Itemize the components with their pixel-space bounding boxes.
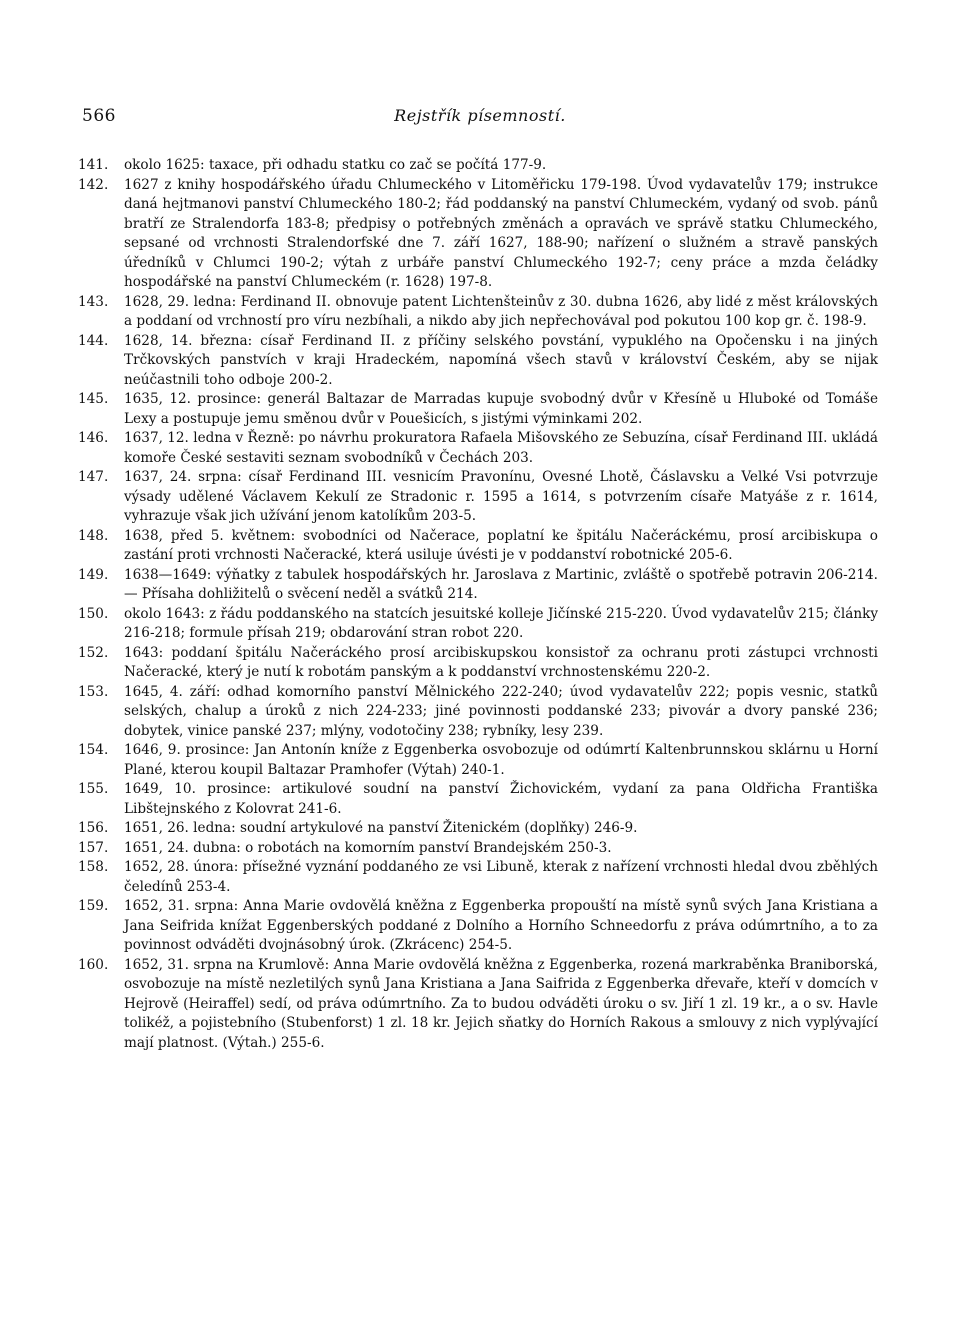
entry-text: 1628, 29. ledna: Ferdinand II. obnovuje patent Lichtenšteinův z 30. dubna 1626, aby lidé z měst královských a poddaní od vrchností pro víru nezbíhali, a nikdo aby jich nepřechovával pod pokutou 100 kop gr. č. 198-9. xyxy=(124,293,878,329)
register-entry xyxy=(78,527,878,566)
entry-number: 156. xyxy=(78,820,109,836)
entry-text: 1651, 24. dubna: o robotách na komorním panství Brandejském 250-3. xyxy=(124,839,612,856)
entry-text: 1637, 24. srpna: císař Ferdinand III. vesnicím Pravonínu, Ovesné Lhotě, Čáslavsku a Velké Vsi potvrzuje výsady udělené Václavem Kekulí ze Stradonic r. 1595 a 1614, s potvrzením císaře Matyáše z r. 1614, vyhrazuje však jich užívání jenom katolíkům 203-5. xyxy=(124,469,878,524)
register-entry xyxy=(78,858,878,897)
entry-number: 145. xyxy=(78,391,109,407)
entry-number: 152. xyxy=(78,644,109,661)
entry-number: 148. xyxy=(78,527,109,544)
entry-number: 141. xyxy=(78,157,109,173)
entry-number: 142. xyxy=(78,176,109,193)
entry-text: 1645, 4. září: odhad komorního panství Mělnického 222-240; úvod vydavatelův 222; popis vesnic, statků selských, chalup a úroků z nich 224-233; jiné povinnosti poddanské 233; pivovár a dvory panské 236; dobytek, vinice panské 237; mlýny, vodotočiny 238; rybníky, lesy 239. xyxy=(124,683,878,739)
register-entry xyxy=(78,956,878,1054)
register-entry xyxy=(78,293,878,332)
entry-number: 158. xyxy=(78,859,109,875)
entry-number: 150. xyxy=(78,605,109,622)
entry-number: 157. xyxy=(78,839,109,856)
register-entry xyxy=(78,390,878,429)
register-entry xyxy=(78,780,878,819)
entry-number: 144. xyxy=(78,332,109,349)
entry-number: 143. xyxy=(78,293,109,310)
entry-number: 149. xyxy=(78,566,109,583)
register-entry xyxy=(78,176,878,293)
entry-number: 146. xyxy=(78,430,109,446)
page-header xyxy=(82,106,878,130)
register-entry xyxy=(78,897,878,956)
entry-text: 1652, 28. února: přísežné vyznání poddaného ze vsi Libuně, kterak z nařízení vrchnosti hledal dvou zběhlých čeledínů 253-4. xyxy=(124,859,878,895)
entry-text: okolo 1643: z řádu poddanského na statcích jesuitské kolleje Jičínské 215-220. Úvod vydavatelův 215; články 216-218; formule přísah 219; obdarování stran robot 220. xyxy=(124,605,878,641)
entry-text: 1652, 31. srpna na Krumlově: Anna Marie ovdovělá kněžna z Eggenberka, rozená markraběnka Braniborská, osvobozuje na místě nezletilých synů Jana Kristiana a Jana Saifrida z Eggenberka dřevaře, kteří v domcích v Hejrově (Heiraffel) sedí, od práva odúmrtního. Za to budou odváděti úroku o sv. Jiří 1 zl. 19 kr., a o sv. Havle tolikéž, a pojistebního (Stubenforst) 1 zl. 18 kr. Jejich sňatky do Horních Rakous a smlouvy z nich vyplývající mají platnost. (Výtah.) 255-6. xyxy=(124,956,878,1051)
entry-text: 1638, před 5. květnem: svobodníci od Načerace, poplatní ke špitálu Načeráckému, prosí arcibiskupa o zastání proti vrchnosti Načeracké, která usiluje úvésti je v poddanství robotnické 205-6. xyxy=(124,527,878,563)
entry-number: 153. xyxy=(78,683,109,700)
entry-number: 159. xyxy=(78,898,109,914)
entry-text: 1635, 12. prosince: generál Baltazar de Marradas kupuje svobodný dvůr v Křesíně u Hluboké od Tomáše Lexy a postupuje jemu směnou dvůr v Pouešicích, s jistými výminkami 202. xyxy=(124,391,878,427)
register-entry xyxy=(78,741,878,780)
register-entries xyxy=(78,156,878,1053)
register-entry xyxy=(78,566,878,605)
entry-number: 155. xyxy=(78,781,109,797)
entry-number: 147. xyxy=(78,469,109,485)
register-entry xyxy=(78,605,878,644)
entry-text: 1649, 10. prosince: artikulové soudní na panství Žichovickém, vydaní za pana Oldřicha Františka Libštejnského z Kolovrat 241-6. xyxy=(124,781,878,817)
entry-text: 1643: poddaní špitálu Načeráckého prosí arcibiskupskou konsistoř za ochranu proti zástupci vrchnosti Načeracké, který je nutí k robotám panským a k poddanství vrchnostenskému 220-2. xyxy=(124,644,878,680)
entry-text: 1637, 12. ledna v Řezně: po návrhu prokuratora Rafaela Mišovského ze Sebuzína, císař Ferdinand III. ukládá komoře České sestaviti seznam svobodníků v Čechách 203. xyxy=(124,430,878,466)
entry-text: 1646, 9. prosince: Jan Antonín kníže z Eggenberka osvobozuje od odúmrtí Kaltenbrunnskou sklárnu u Horní Plané, kterou koupil Baltazar Pramhofer (Výtah) 240-1. xyxy=(124,742,878,778)
register-entry xyxy=(78,819,878,839)
entry-text: 1651, 26. ledna: soudní artykulové na panství Žitenickém (doplňky) 246-9. xyxy=(124,820,638,836)
register-entry xyxy=(78,683,878,742)
entry-text: 1638—1649: výňatky z tabulek hospodářských hr. Jaroslava z Martinic, zvláště o spotřebě potravin 206-214. — Přísaha dohližitelů o svěcení neděl a svátků 214. xyxy=(124,566,878,602)
register-entry xyxy=(78,644,878,683)
running-title: Rejstřík písemností. xyxy=(394,106,566,125)
register-entry xyxy=(78,332,878,391)
entry-text: 1652, 31. srpna: Anna Marie ovdovělá kněžna z Eggenberka propouští na místě synů svých Jana Kristiana a Jana Seifrida knížat Eggenberských poddané z Dolního a Horního Schneedorfu z práva odúmrtního, a to za povinnost odváděti dvojnásobný úrok. (Zkrácenc) 254-5. xyxy=(124,898,878,953)
register-entry xyxy=(78,429,878,468)
register-entry xyxy=(78,468,878,527)
entry-text: okolo 1625: taxace, při odhadu statku co zač se počítá 177-9. xyxy=(124,157,547,173)
register-entry xyxy=(78,839,878,859)
entry-number: 154. xyxy=(78,742,109,758)
entry-number: 160. xyxy=(78,956,109,973)
entry-text: 1627 z knihy hospodářského úřadu Chlumeckého v Litoměřicku 179-198. Úvod vydavatelův 179; instrukce daná hejtmanovi panství Chlumeckého 180-2; řád poddanský na panství Chlumeckém, vydaný od svob. pánů bratří ze Stralendorfa 183-8; předpisy o potřebných změnách a opravách ve správě statku Chlumeckého, sepsané od vrchnosti Stralendorfské dne 7. září 1627, 188-90; nařízení o služném a stravě panských úředníků v Chlumci 190-2; výtah z urbáře panství Chlumeckého 192-7; ceny práce a mzda čeládky hospodářské na panství Chlumeckém (r. 1628) 197-8. xyxy=(124,176,878,290)
register-entry xyxy=(78,156,878,176)
entry-text: 1628, 14. března: císař Ferdinand II. z příčiny selského povstání, vypuklého na Opočensku i na jiných Trčkovských panstvích v kraji Hradeckém, napomíná všech stavů v království Českém, aby se nijak neúčastnili toho odboje 200-2. xyxy=(124,332,878,388)
page-number: 566 xyxy=(82,106,116,126)
